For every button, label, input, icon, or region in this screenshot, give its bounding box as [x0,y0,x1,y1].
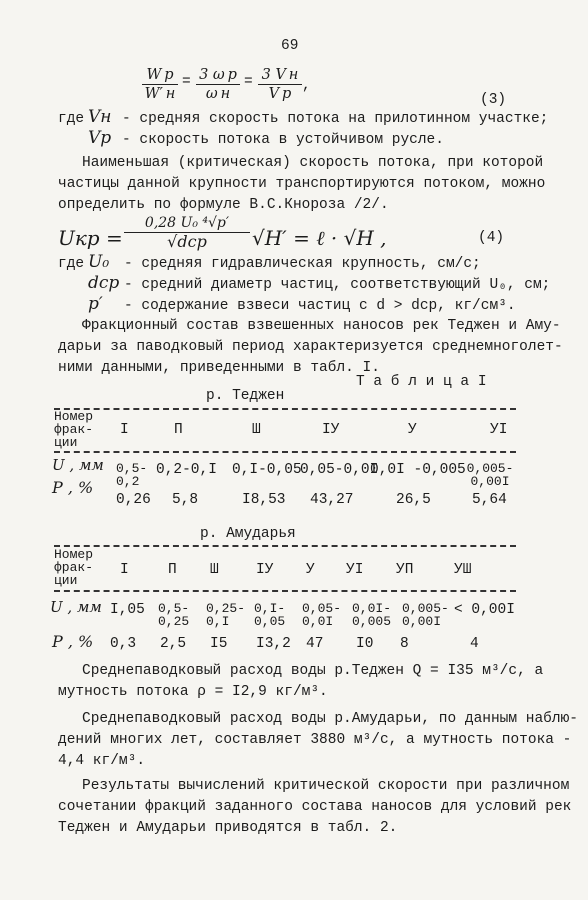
table2-u-label: U , мм [50,598,102,616]
table2-p-3: I5 [210,636,228,652]
table2-u-3: 0,25-0,I [206,601,246,629]
page-number: 69 [281,38,299,54]
table1-head-2: фрак- [54,422,94,437]
table2-fraction-2: П [168,562,177,578]
table1-u-4: 0,05-0,0I [300,462,379,478]
table1-p-3: I8,53 [242,492,286,508]
table1-fraction-6: УI [490,422,508,438]
para1-line-3: определить по формуле В.С.Кнороза /2/. [58,197,389,213]
table2-fraction-5: У [306,562,315,578]
table1-u-2: 0,2-0,I [156,462,217,478]
eq4-fraction: 0,28 U₀ ⁴√p′ √dср [124,214,250,251]
table2-top-rule [54,545,516,547]
table-caption: Т а б л и ц а I [356,374,487,390]
table1-u-6: 0,005-0,00I [466,461,514,489]
eq3-fraction-1: W p W′ н [142,66,178,103]
table1-u-label: U , мм [52,456,104,474]
table2-u-7: 0,005-0,00I [402,601,449,629]
table1-p-2: 5,8 [172,492,199,508]
def2-symbol-p: p′ [88,294,103,314]
table2-head-rule [54,590,516,592]
table1-u-3: 0,I-0,05 [232,462,302,478]
eq3-fraction-3: 3 V н V p [258,66,302,103]
def2-text-2: - средний диаметр частиц, соответствующий U₀, см; [124,277,551,293]
table1-p-4: 43,27 [310,492,354,508]
table1-fraction-4: IУ [322,422,340,438]
def1-where: где [58,111,85,127]
def1-symbol-vn: Vн [88,107,112,127]
table2-u-4: 0,I-0,05 [254,601,286,629]
para3-line-1: Среднепаводковый расход воды р.Теджен Q = I35 м³/с, а [82,663,544,679]
table2-fraction-6: УI [346,562,364,578]
table2-fraction-7: УП [396,562,414,578]
table2-river: р. Амударья [200,526,296,542]
table2-p-8: 4 [470,636,479,652]
table2-p-2: 2,5 [160,636,187,652]
table1-u-1: 0,5-0,2 [116,461,148,489]
para2-line-3: ними данными, приведенными в табл. I. [58,360,380,376]
eq4-number: (4) [478,230,505,246]
table1-p-1: 0,26 [116,492,151,508]
table2-p-label: P , % [52,632,94,651]
table1-p-label: P , % [52,478,94,497]
table1-head-3: ции [54,435,78,450]
table1-head-1: Номер [54,409,94,424]
table2-u-1: I,05 [110,602,145,618]
eq3-comma: , [302,78,311,94]
table2-fraction-8: УШ [454,562,472,578]
table2-u-2: 0,5-0,25 [158,601,190,629]
table2-p-7: 8 [400,636,409,652]
table1-top-rule [54,408,516,410]
para4-line-3: 4,4 кг/м³. [58,753,146,769]
def1-symbol-vp: Vp [88,128,112,148]
table2-u-5: 0,05-0,0I [302,601,342,629]
para4-line-1: Среднепаводковый расход воды р.Амударьи, по данным наблю- [82,711,578,727]
eq3-number: (3) [480,92,507,108]
table2-head-2: фрак- [54,560,94,575]
table1-fraction-5: У [408,422,417,438]
table1-fraction-1: I [120,422,129,438]
table1-head-rule [54,451,516,453]
def1-text-2: - скорость потока в устойчивом русле. [122,132,444,148]
para5-line-2: сочетании фракций заданного состава наносов для условий рек [58,799,572,815]
para4-line-2: дений многих лет, составляет 3880 м³/с, а мутность потока - [58,732,572,748]
eq4-lhs: Uкр = [58,226,123,250]
para1-line-2: частицы данной крупности транспортируются потоком, можно [58,176,546,192]
eq3-equals-2: = [244,74,253,90]
table2-p-6: I0 [356,636,374,652]
eq4-rest: √H′ = ℓ · √H , [252,226,387,250]
table2-head-3: ции [54,573,78,588]
table2-p-5: 47 [306,636,324,652]
table2-fraction-4: IУ [256,562,274,578]
table2-fraction-3: Ш [210,562,219,578]
table2-p-4: I3,2 [256,636,291,652]
para3-line-2: мутность потока ρ = I2,9 кг/м³. [58,684,328,700]
table2-u-8: < 0,00I [454,602,515,618]
table2-p-1: 0,3 [110,636,137,652]
table1-fraction-3: Ш [252,422,261,438]
table1-fraction-2: П [174,422,183,438]
def2-symbol-u0: U₀ [88,252,110,272]
def2-where: где [58,256,85,272]
def2-text-1: - средняя гидравлическая крупность, см/с; [124,256,481,272]
para2-line-2: дарьи за паводковый период характеризуется среднемноголет- [58,339,563,355]
table1-u-5: 0,0I -0,005 [370,462,466,478]
para5-line-1: Результаты вычислений критической скорости при различном [82,778,570,794]
table1-river: р. Теджен [206,388,285,404]
table1-p-5: 26,5 [396,492,431,508]
para1-line-1: Наименьшая (критическая) скорость потока, при которой [82,155,544,171]
para2-line-1: Фракционный состав взвешенных наносов рек Теджен и Аму- [82,318,561,334]
table2-fraction-1: I [120,562,129,578]
table2-head-1: Номер [54,547,94,562]
def2-symbol-dcp: dср [88,273,120,293]
table1-p-6: 5,64 [472,492,507,508]
eq3-fraction-2: 3 ω p ω н [196,66,240,103]
def1-text-1: - средняя скорость потока на прилотинном участке; [122,111,549,127]
para5-line-3: Теджен и Амударьи приводятся в табл. 2. [58,820,398,836]
table2-u-6: 0,0I-0,005 [352,601,392,629]
eq3-equals-1: = [182,74,191,90]
def2-text-3: - содержание взвеси частиц с d > dср, кг/см³. [124,298,516,314]
